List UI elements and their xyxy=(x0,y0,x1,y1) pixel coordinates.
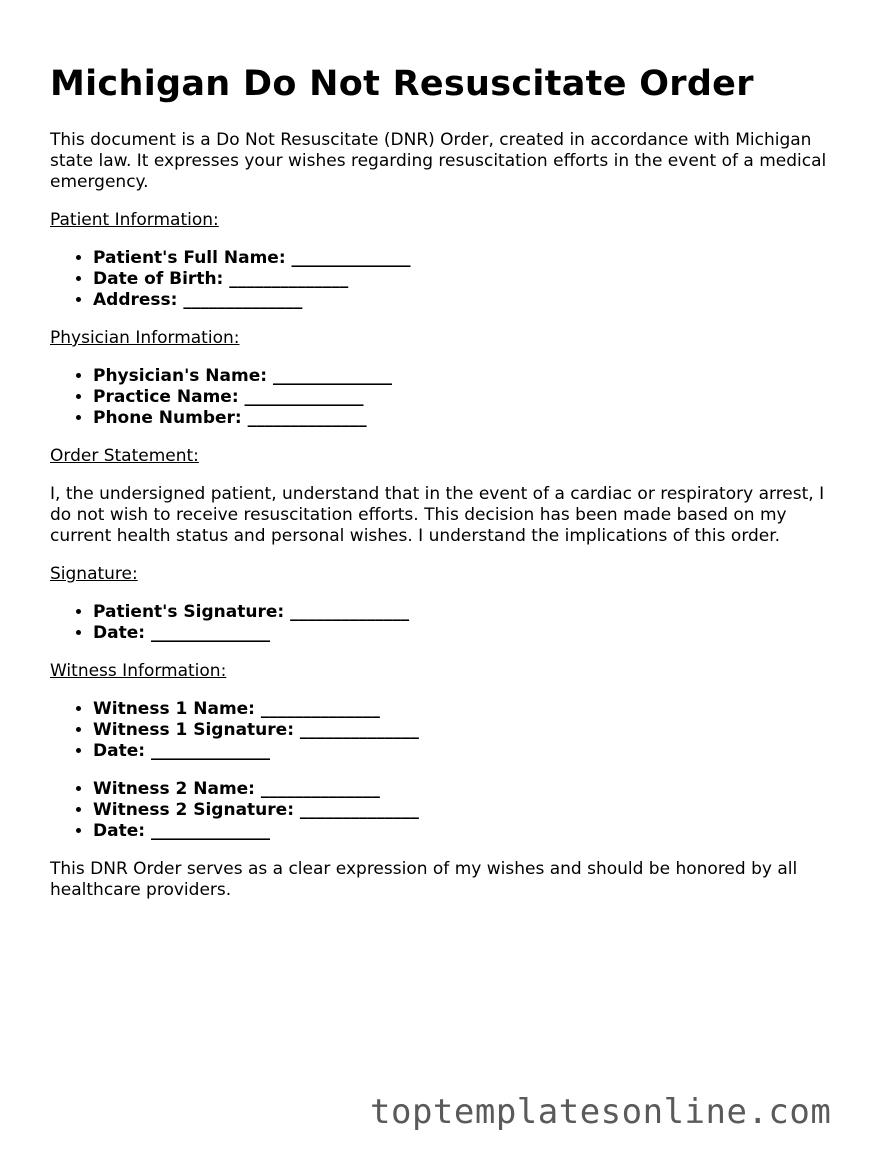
signature-list xyxy=(50,602,850,644)
signature-date-field: • Date: ______________ xyxy=(93,623,850,644)
order-statement-heading: Order Statement: xyxy=(50,446,199,466)
witness-info-heading: Witness Information: xyxy=(50,661,227,681)
witness2-list xyxy=(50,779,850,842)
signature-heading: Signature: xyxy=(50,564,138,584)
document-page xyxy=(50,0,850,901)
patient-address-field: • Address: ______________ xyxy=(93,290,850,311)
witness1-name-field: • Witness 1 Name: ______________ xyxy=(93,699,850,720)
phone-number-field: • Phone Number: ______________ xyxy=(93,408,850,429)
patient-full-name-field: • Patient's Full Name: ______________ xyxy=(93,248,850,269)
order-statement-text: I, the undersigned patient, understand that in the event of a cardiac or respiratory arrest, I do not wish to receive resuscitation efforts. This decision has been made based on my current health status and personal wishes. I understand the implications of this order. xyxy=(50,484,825,546)
physician-info-heading: Physician Information: xyxy=(50,328,240,348)
witness1-list xyxy=(50,699,850,762)
witness2-date-field: • Date: ______________ xyxy=(93,821,850,842)
witness1-date-field: • Date: ______________ xyxy=(93,741,850,762)
patient-signature-field: • Patient's Signature: ______________ xyxy=(93,602,850,623)
patient-info-list xyxy=(50,248,850,311)
closing-paragraph: This DNR Order serves as a clear expression of my wishes and should be honored by all healthcare providers. xyxy=(50,859,798,900)
practice-name-field: • Practice Name: ______________ xyxy=(93,387,850,408)
physician-name-field: • Physician's Name: ______________ xyxy=(93,366,850,387)
patient-info-heading: Patient Information: xyxy=(50,210,219,230)
witness1-signature-field: • Witness 1 Signature: ______________ xyxy=(93,720,850,741)
site-watermark: toptemplatesonline.com xyxy=(370,1092,832,1132)
witness2-signature-field: • Witness 2 Signature: ______________ xyxy=(93,800,850,821)
witness2-name-field: • Witness 2 Name: ______________ xyxy=(93,779,850,800)
patient-dob-field: • Date of Birth: ______________ xyxy=(93,269,850,290)
intro-paragraph: This document is a Do Not Resuscitate (DNR) Order, created in accordance with Michigan state law. It expresses your wishes regarding resuscitation efforts in the event of a medical emergency. xyxy=(50,130,827,192)
physician-info-list xyxy=(50,366,850,429)
document-title: Michigan Do Not Resuscitate Order xyxy=(50,64,754,104)
